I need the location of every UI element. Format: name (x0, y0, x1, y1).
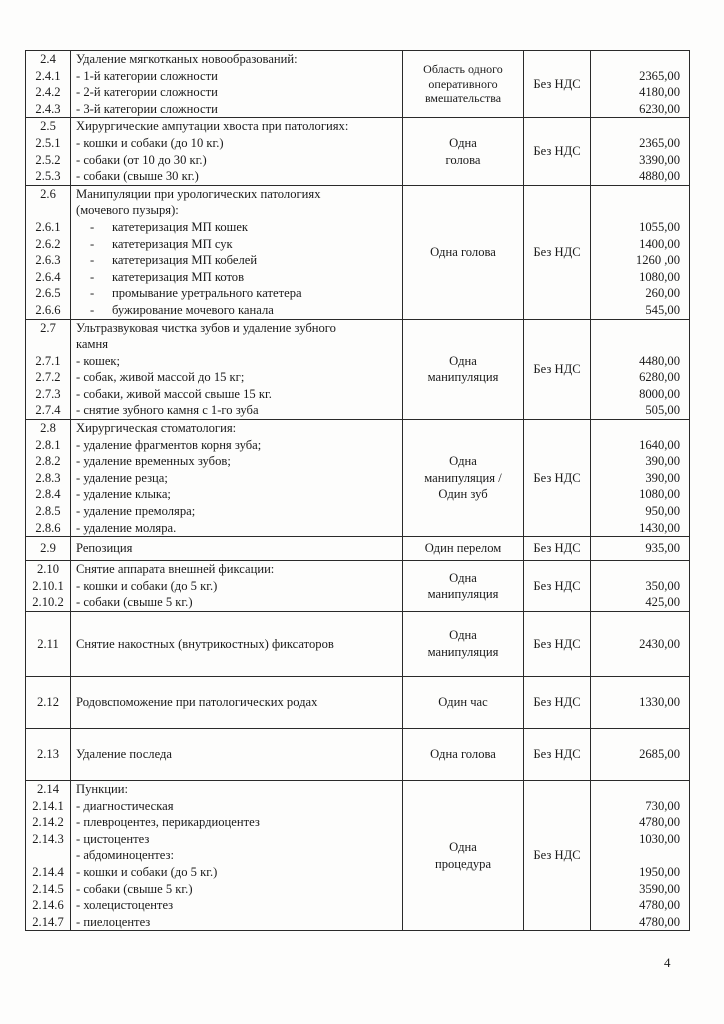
vat-status: Без НДС (524, 185, 591, 319)
item-numbers: 2.4 2.4.1 2.4.2 2.4.3 (26, 51, 71, 118)
table-row (26, 319, 690, 420)
table-row (26, 51, 690, 118)
vat-status: Без НДС (524, 781, 591, 931)
unit-of-measure: Одна процедура (403, 781, 524, 931)
unit-of-measure: Один перелом (403, 537, 524, 561)
price-list: 935,00 (591, 537, 690, 561)
table-row (26, 677, 690, 729)
item-numbers: 2.9 (26, 537, 71, 561)
table-row (26, 781, 690, 931)
price-list: 2365,00 3390,00 4880,00 (591, 118, 690, 185)
table-row (26, 420, 690, 537)
price-list: 1055,00 1400,00 1260 ,00 1080,00 260,00 545,00 (591, 185, 690, 319)
table-row (26, 185, 690, 319)
item-numbers: 2.13 (26, 729, 71, 781)
item-numbers: 2.5 2.5.1 2.5.2 2.5.3 (26, 118, 71, 185)
item-description: Хирургическая стоматология: - удаление фрагментов корня зуба; - удаление временных зубов; - удаление резца; - удаление клыка; - удаление премоляра; - удаление моляра. (71, 420, 403, 537)
unit-of-measure: Одна манипуляция / Один зуб (403, 420, 524, 537)
unit-of-measure: Одна манипуляция (403, 612, 524, 677)
unit-of-measure: Одна голова (403, 729, 524, 781)
price-list: 2365,00 4180,00 6230,00 (591, 51, 690, 118)
unit-of-measure: Область одного оперативного вмешательства (403, 51, 524, 118)
unit-of-measure: Один час (403, 677, 524, 729)
price-list: 350,00 425,00 (591, 561, 690, 612)
item-numbers: 2.8 2.8.1 2.8.2 2.8.3 2.8.4 2.8.5 2.8.6 (26, 420, 71, 537)
item-description: Снятие накостных (внутрикостных) фиксаторов (71, 612, 403, 677)
item-description: Удаление мягкотканых новообразований: - 1-й категории сложности - 2-й категории сложности - 3-й категории сложности (71, 51, 403, 118)
price-table (25, 50, 690, 931)
unit-of-measure: Одна голова (403, 185, 524, 319)
unit-of-measure: Одна манипуляция (403, 561, 524, 612)
item-description: Снятие аппарата внешней фиксации: - кошки и собаки (до 5 кг.) - собаки (свыше 5 кг.) (71, 561, 403, 612)
table-row (26, 612, 690, 677)
item-numbers: 2.7 2.7.1 2.7.2 2.7.3 2.7.4 (26, 319, 71, 420)
unit-of-measure: Одна манипуляция (403, 319, 524, 420)
price-list: 730,00 4780,00 1030,00 1950,00 3590,00 4780,00 4780,00 (591, 781, 690, 931)
vat-status: Без НДС (524, 561, 591, 612)
item-description: Удаление последа (71, 729, 403, 781)
vat-status: Без НДС (524, 118, 591, 185)
vat-status: Без НДС (524, 319, 591, 420)
item-numbers: 2.10 2.10.1 2.10.2 (26, 561, 71, 612)
unit-of-measure: Одна голова (403, 118, 524, 185)
page-number: 4 (664, 955, 671, 970)
item-description: Репозиция (71, 537, 403, 561)
item-numbers: 2.12 (26, 677, 71, 729)
item-description: Хирургические ампутации хвоста при патологиях: - кошки и собаки (до 10 кг.) - собаки (от 10 до 30 кг.) - собаки (свыше 30 кг.) (71, 118, 403, 185)
vat-status: Без НДС (524, 51, 591, 118)
table-row (26, 537, 690, 561)
vat-status: Без НДС (524, 612, 591, 677)
table-row (26, 729, 690, 781)
price-list: 1640,00 390,00 390,00 1080,00 950,00 1430,00 (591, 420, 690, 537)
item-numbers: 2.11 (26, 612, 71, 677)
vat-status: Без НДС (524, 677, 591, 729)
price-list: 4480,00 6280,00 8000,00 505,00 (591, 319, 690, 420)
price-list: 2430,00 (591, 612, 690, 677)
item-description: Манипуляции при урологических патологиях (мочевого пузыря): - катетеризация МП кошек - катетеризация МП сук - катетеризация МП кобелей - катетеризация МП котов - промывание уретрального катетера - бужирование мочевого канала (71, 185, 403, 319)
vat-status: Без НДС (524, 537, 591, 561)
vat-status: Без НДС (524, 729, 591, 781)
table-row (26, 118, 690, 185)
table-row (26, 561, 690, 612)
vat-status: Без НДС (524, 420, 591, 537)
item-description: Родовспоможение при патологических родах (71, 677, 403, 729)
item-description: Пункции: - диагностическая - плевроцентез, перикардиоцентез - цистоцентез - абдоминоцентез: - кошки и собаки (до 5 кг.) - собаки (свыше 5 кг.) - холецистоцентез - пиелоцентез (71, 781, 403, 931)
price-list: 1330,00 (591, 677, 690, 729)
price-list: 2685,00 (591, 729, 690, 781)
item-description: Ультразвуковая чистка зубов и удаление зубного камня - кошек; - собак, живой массой до 15 кг; - собаки, живой массой свыше 15 кг. - снятие зубного камня с 1-го зуба (71, 319, 403, 420)
item-numbers: 2.6 2.6.1 2.6.2 2.6.3 2.6.4 2.6.5 2.6.6 (26, 185, 71, 319)
item-numbers: 2.14 2.14.1 2.14.2 2.14.3 2.14.4 2.14.5 2.14.6 2.14.7 (26, 781, 71, 931)
